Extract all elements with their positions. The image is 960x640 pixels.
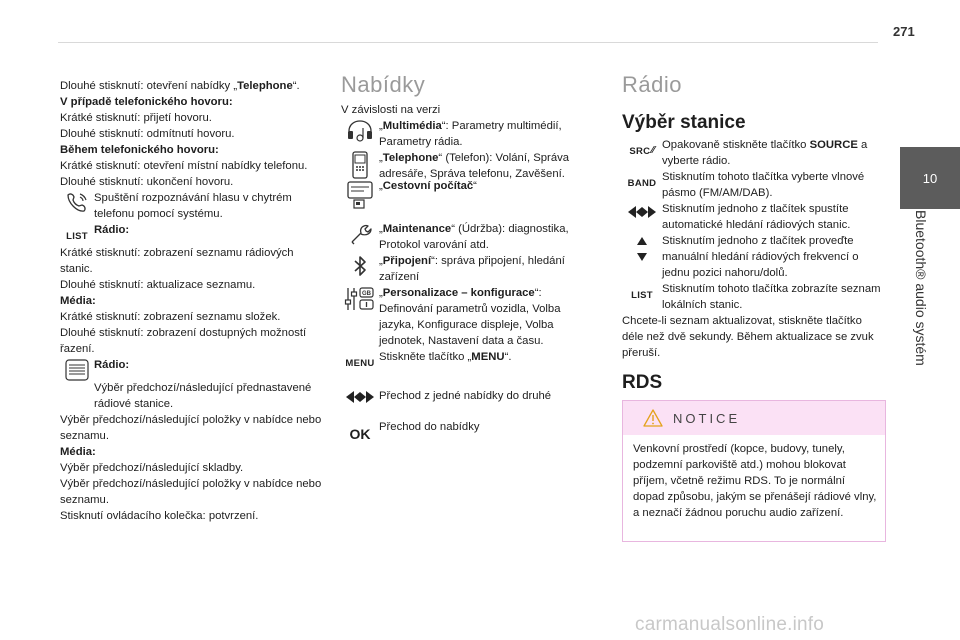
station-selection-heading: Výběr stanice xyxy=(622,112,746,133)
chapter-title-text: Bluetooth® audio systém xyxy=(913,210,929,366)
list-text: Stisknutím tohoto tlačítka zobrazíte seznam lokálních stanic. xyxy=(662,283,881,311)
configuration-row xyxy=(341,285,586,349)
seek-text: Stisknutím jednoho z tlačítek spustíte automatické hledání rádiových stanic. xyxy=(662,203,851,231)
band-icon: BAND xyxy=(627,178,657,189)
bluetooth-icon xyxy=(341,253,379,278)
text-line: Dlouhé stisknutí: aktualizace seznamu. xyxy=(60,279,256,291)
list-icon: LIST xyxy=(631,290,653,301)
arrows-text: Přechod z jedné nabídky do druhé xyxy=(379,390,552,402)
list-button-row xyxy=(60,222,322,245)
settings-icon xyxy=(341,285,379,312)
ok-text: Přechod do nabídky xyxy=(379,421,480,433)
notice-title: NOTICE xyxy=(673,410,741,426)
list-media-heading: Média: xyxy=(60,295,96,307)
column-left xyxy=(60,78,322,524)
manual-tune-text: Stisknutím jednoho z tlačítek proveďte manuální hledání rádiových frekvencí o jednu pozici nahoru/dolů. xyxy=(662,235,859,279)
connections-text: „Připojení“: správa připojení, hledání zařízení xyxy=(379,255,565,283)
text-line: Výběr předchozí/následující položky v nabídce nebo seznamu. xyxy=(60,414,322,442)
seek-row xyxy=(622,201,884,233)
trip-computer-text: „Cestovní počítač“ xyxy=(379,180,477,192)
column-right xyxy=(622,137,884,361)
menu-icon: MENU xyxy=(345,358,375,369)
up-down-arrows-icon xyxy=(622,233,662,264)
voice-command-icon xyxy=(60,190,94,213)
band-text: Stisknutím tohoto tlačítka vyberte vlnové pásmo (FM/AM/DAB). xyxy=(662,171,865,199)
list-icon: LIST xyxy=(66,231,88,242)
source-text: Opakovaně stiskněte tlačítko SOURCE a vyberte rádio. xyxy=(662,139,868,167)
intro-text: V závislosti na verzi xyxy=(341,104,441,116)
ok-button-row xyxy=(341,419,586,442)
voice-command-row xyxy=(60,190,322,222)
long-press-telephone: Dlouhé stisknutí: otevření nabídky „Telephone“. xyxy=(60,80,300,92)
menu-button-row xyxy=(341,349,586,372)
trip-computer-row xyxy=(341,178,586,209)
svg-text:GB: GB xyxy=(362,291,371,297)
radio-heading: Rádio xyxy=(622,72,682,97)
wheel-media-heading: Média: xyxy=(60,446,96,458)
text-line: Dlouhé stisknutí: odmítnutí hovoru. xyxy=(60,128,235,140)
trip-computer-icon xyxy=(341,178,379,209)
voice-command-text: Spuštění rozpoznávání hlasu v chytrém telefonu pomocí systému. xyxy=(94,192,292,220)
text-line: Výběr předchozí/následující položky v nabídce nebo seznamu. xyxy=(60,478,322,506)
rds-heading: RDS xyxy=(622,372,663,393)
telephone-icon xyxy=(341,150,379,179)
chapter-number: 10 xyxy=(922,170,938,186)
text-line: Výběr předchozí/následující přednastavené rádiové stanice. xyxy=(94,382,312,410)
text-line: Stisknutí ovládacího kolečka: potvrzení. xyxy=(60,510,259,522)
manual-tune-row xyxy=(622,233,884,281)
incoming-call-heading: V případě telefonického hovoru: xyxy=(60,96,233,108)
maintenance-row xyxy=(341,221,586,253)
page-number: 271 xyxy=(893,24,915,39)
configuration-text: „Personalizace – konfigurace“: Definování parametrů vozidla, Volba jazyka, Konfigurace displeje, Volba jednotek, Nastavení data a času. xyxy=(379,287,561,347)
text-line: Výběr předchozí/následující skladby. xyxy=(60,462,244,474)
chapter-tab xyxy=(900,147,960,209)
wheel-row xyxy=(60,357,322,382)
multimedia-row xyxy=(341,118,586,150)
maintenance-text: „Maintenance“ (Údržba): diagnostika, Protokol varování atd. xyxy=(379,223,569,251)
left-right-arrows-icon xyxy=(341,388,379,405)
list-button-row xyxy=(622,281,884,313)
left-right-arrows-icon xyxy=(622,201,662,220)
band-row xyxy=(622,169,884,201)
multimedia-icon xyxy=(341,118,379,145)
column-middle xyxy=(341,102,586,442)
multimedia-text: „Multimédia“: Parametry multimédií, Parametry rádia. xyxy=(379,120,562,148)
notice-text: Venkovní prostředí (kopce, budovy, tunely, podzemní parkoviště atd.) mohou blokovat příjem, včetně režimu RDS. To je normální dopad způsobu, jakým se přenášejí rádiové vlny, a neznačí žádnou poruchu audio zařízení. xyxy=(633,443,877,519)
during-call-heading: Během telefonického hovoru: xyxy=(60,144,219,156)
arrows-row xyxy=(341,388,586,405)
text-line: Dlouhé stisknutí: zobrazení dostupných možností řazení. xyxy=(60,327,307,355)
chapter-title xyxy=(903,210,933,430)
wheel-radio-heading: Rádio: xyxy=(94,359,130,371)
ok-icon: OK xyxy=(349,426,371,442)
text-line: Dlouhé stisknutí: ukončení hovoru. xyxy=(60,176,234,188)
text-line: Krátké stisknutí: přijetí hovoru. xyxy=(60,112,212,124)
text-line: Krátké stisknutí: otevření místní nabídky telefonu. xyxy=(60,160,308,172)
connections-row xyxy=(341,253,586,285)
source-icon: SRC ⁄⁄ xyxy=(629,145,655,157)
text-line: Krátké stisknutí: zobrazení seznamu složek. xyxy=(60,311,281,323)
notice-header xyxy=(623,401,885,435)
watermark: carmanualsonline.info xyxy=(635,614,825,635)
warning-icon xyxy=(643,409,663,427)
notice-box xyxy=(622,400,886,542)
header-divider xyxy=(58,42,878,43)
update-text: Chcete-li seznam aktualizovat, stiskněte tlačítko déle než dvě sekundy. Během aktualizace se zvuk přeruší. xyxy=(622,315,874,359)
wrench-icon xyxy=(341,221,379,246)
list-radio-heading: Rádio: xyxy=(94,224,130,236)
telephone-text: „Telephone“ (Telefon): Volání, Správa adresáře, Správa telefonu, Zavěšení. xyxy=(379,152,570,180)
menus-heading: Nabídky xyxy=(341,72,426,97)
text-line: Krátké stisknutí: zobrazení seznamu rádiových stanic. xyxy=(60,247,294,275)
menu-text: Stiskněte tlačítko „MENU“. xyxy=(379,351,512,363)
source-row xyxy=(622,137,884,169)
thumbwheel-icon xyxy=(60,357,94,382)
